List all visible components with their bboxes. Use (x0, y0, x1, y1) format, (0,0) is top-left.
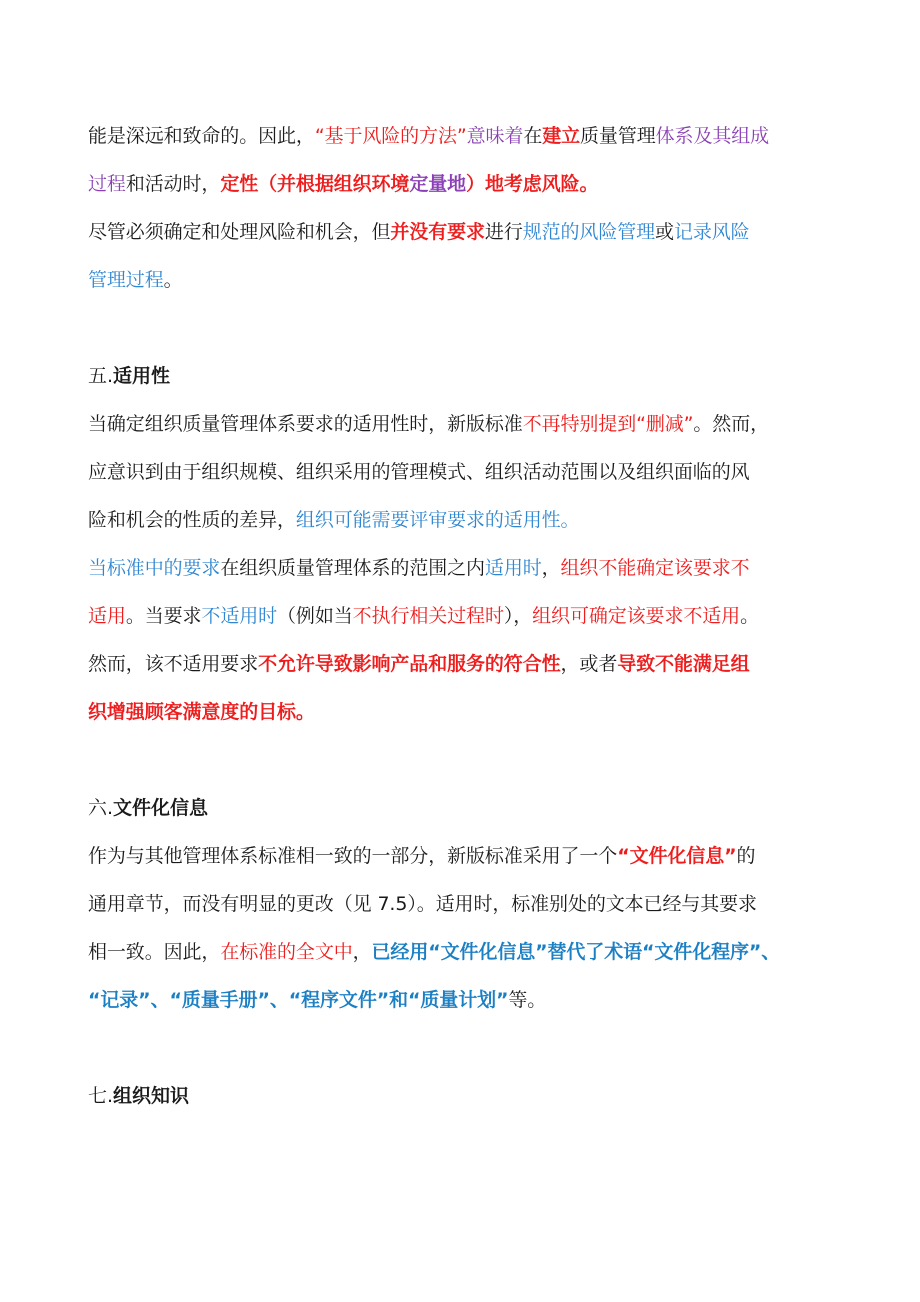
text-run: 和活动时， (125, 173, 221, 195)
spacer (88, 736, 868, 784)
s6-line-4 (88, 976, 868, 1024)
text-run: 不执行相关过程时 (352, 605, 504, 627)
highlight-full-text: 在标准的全文中 (220, 941, 353, 963)
risk-line-3 (88, 208, 868, 256)
text-run: ， (352, 941, 372, 963)
text-run: 适用时 (484, 557, 542, 579)
section-heading-org-knowledge (88, 1072, 868, 1120)
text-run: 在 (523, 125, 543, 147)
highlight-risk-based-approach: “基于风险的方法” (314, 125, 467, 147)
highlight-establish: 建立 (542, 125, 581, 147)
highlight-terms-list: “记录”、“质量手册”、“程序文件”和“质量计划” (88, 989, 509, 1011)
text-run: 。当要求 (125, 605, 202, 627)
text-run: 的 (736, 845, 756, 867)
s5-line-1 (88, 400, 868, 448)
highlight-review-applicability: 组织可能需要评审要求的适用性。 (295, 509, 580, 531)
highlight-quantitative: 定量地 (409, 173, 467, 195)
document-page (88, 112, 868, 1120)
text-run: 应意识到由于组织规模、组织采用的管理模式、组织活动范围以及组织面临的风 (88, 461, 750, 483)
highlight-replaced-terms: 已经用“文件化信息”替代了术语“文件化程序”、 (371, 941, 781, 963)
section-heading-documented-info (88, 784, 868, 832)
highlight-documented-info: “文件化信息” (617, 845, 737, 867)
highlight-formal-risk-management: 规范的风险管理 (522, 221, 656, 243)
text-run: （例如当 (277, 605, 353, 627)
highlight-no-exclusions: 不再特别提到“删减” (522, 413, 694, 435)
text-run: 过程 (88, 173, 126, 195)
text-run: ， (541, 557, 561, 579)
text-run: 适用 (88, 605, 126, 627)
text-run: 在组织质量管理体系的范围之内 (220, 557, 485, 579)
section-title: 组织知识 (113, 1085, 190, 1107)
text-run: 然而，该不适用要求 (88, 653, 259, 675)
text-run: 进行 (484, 221, 523, 243)
highlight-can-determine: 组织可确定该要求不适用 (532, 605, 741, 627)
section-title: 文件化信息 (113, 797, 209, 819)
section-number: 六. (88, 797, 114, 819)
s5-line-2 (88, 448, 868, 496)
section-number: 七. (88, 1085, 114, 1107)
highlight-conformity: 不允许导致影响产品和服务的符合性 (258, 653, 561, 675)
text-run: 通用章节，而没有明显的更改（见 7.5）。适用时，标准别处的文本已经与其要求 (88, 893, 757, 915)
text-run: 。然而， (693, 413, 769, 435)
s6-line-2 (88, 880, 868, 928)
highlight-satisfaction: 导致不能满足组 (617, 653, 750, 675)
risk-line-2 (88, 160, 868, 208)
text-run: 织增强顾客满意度的目标。 (88, 701, 315, 723)
highlight-cannot-determine: 组织不能确定该要求不 (560, 557, 750, 579)
text-run: 质量管理 (580, 125, 656, 147)
text-run: 意味着 (466, 125, 524, 147)
text-run: 相一致。因此， (88, 941, 221, 963)
s5-line-4 (88, 544, 868, 592)
highlight-consider-risk: ）地考虑风险。 (466, 173, 599, 195)
highlight-qualitative: 定性（并根据组织环境 (220, 173, 410, 195)
s6-line-3 (88, 928, 868, 976)
s5-line-5 (88, 592, 868, 640)
text-run: ，或者 (560, 653, 618, 675)
text-run: 不适用时 (201, 605, 278, 627)
highlight-not-required: 并没有要求 (390, 221, 485, 243)
text-run: 尽管必须确定和处理风险和机会，但 (88, 221, 391, 243)
text-run: 或 (655, 221, 674, 243)
spacer (88, 304, 868, 352)
s5-line-3 (88, 496, 868, 544)
section-heading-applicability (88, 352, 868, 400)
text-run: 能是深远和致命的。因此， (88, 125, 315, 147)
section-title: 适用性 (113, 365, 171, 387)
text-run: 当确定组织质量管理体系要求的适用性时，新版标准 (88, 413, 523, 435)
s5-line-7 (88, 688, 868, 736)
text-run: 。 (163, 269, 183, 291)
s6-line-1 (88, 832, 868, 880)
text-run: 作为与其他管理体系标准相一致的一部分，新版标准采用了一个 (88, 845, 618, 867)
text-run: 。 (740, 605, 759, 627)
text-run: 险和机会的性质的差异， (88, 509, 296, 531)
text-run: 当标准中的要求 (88, 557, 221, 579)
text-run: ）， (503, 605, 533, 627)
text-run: 等。 (508, 989, 547, 1011)
spacer (88, 1024, 868, 1072)
section-number: 五. (88, 365, 114, 387)
text-run: 体系及其组成 (655, 125, 770, 147)
risk-line-1 (88, 112, 868, 160)
risk-line-4 (88, 256, 868, 304)
text-run: 管理过程 (88, 269, 164, 291)
highlight-record-risk: 记录风险 (673, 221, 750, 243)
s5-line-6 (88, 640, 868, 688)
